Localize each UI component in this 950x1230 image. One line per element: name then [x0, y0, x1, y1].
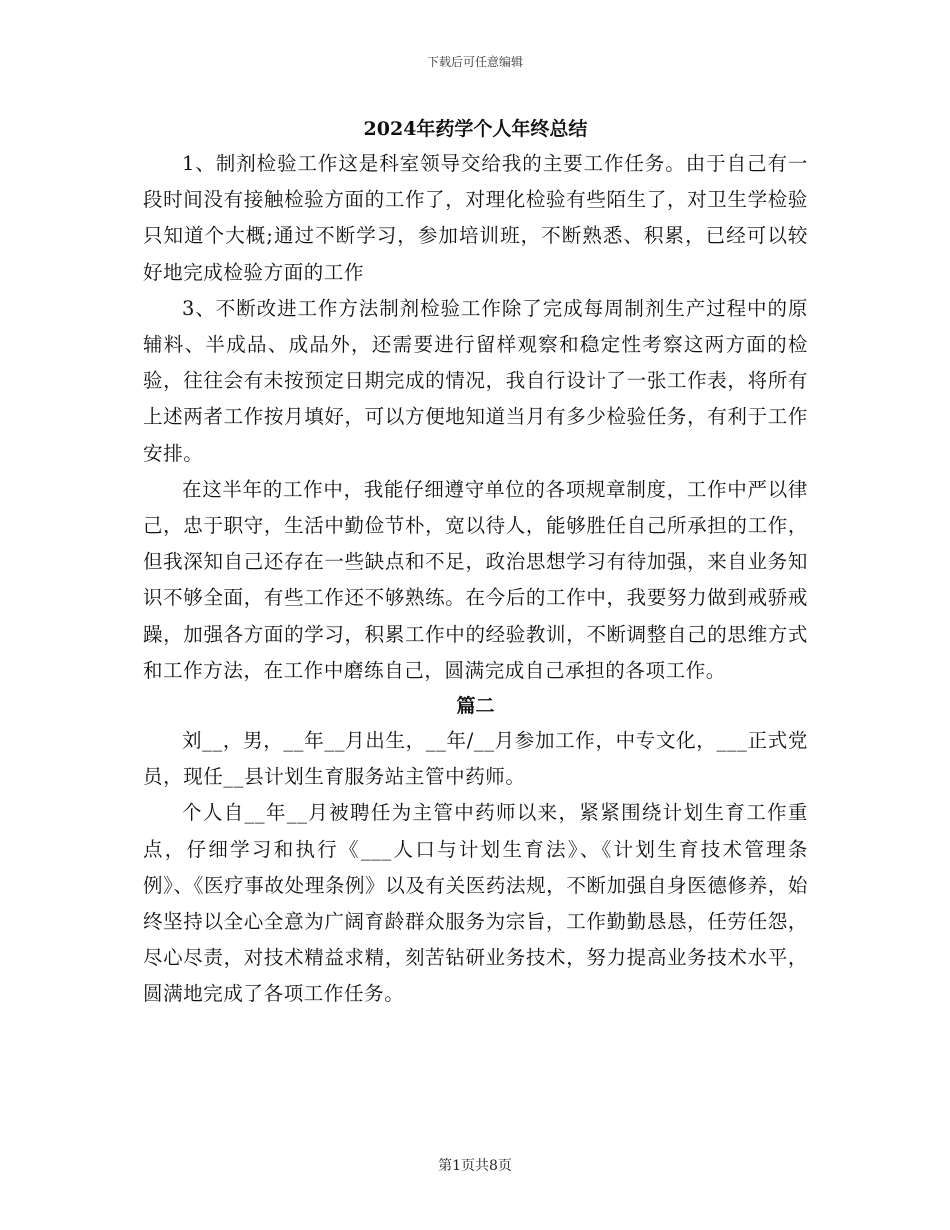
paragraph: 刘__，男，__年__月出生，__年/__月参加工作，中专文化，___正式党员，现任__县计划生育服务站主管中药师。 [143, 729, 808, 789]
page-number-footer: 第1页共8页 [438, 1158, 512, 1174]
section-title: 篇二 [456, 695, 495, 718]
paragraph: 在这半年的工作中，我能仔细遵守单位的各项规章制度，工作中严以律己，忠于职守，生活中勤俭节朴，宽以待人，能够胜任自己所承担的工作，但我深知自己还存在一些缺点和不足，政治思想学习有待加强，来自业务知识不够全面，有些工作还不够熟练。在今后的工作中，我要努力做到戒骄戒躁，加强各方面的学习，积累工作中的经验教训，不断调整自己的思维方式和工作方法，在工作中磨练自己，圆满完成自己承担的各项工作。 [143, 477, 808, 682]
paragraph: 3、不断改进工作方法制剂检验工作除了完成每周制剂生产过程中的原辅料、半成品、成品外，还需要进行留样观察和稳定性考察这两方面的检验，往往会有未按预定日期完成的情况，我自行设计了一张工作表，将所有上述两者工作按月填好，可以方便地知道当月有多少检验任务，有利于工作安排。 [143, 296, 808, 465]
page-header-note: 下载后可任意编辑 [426, 55, 523, 69]
document-body [143, 112, 808, 1013]
paragraph: 1、制剂检验工作这是科室领导交给我的主要工作任务。由于自己有一段时间没有接触检验方面的工作了，对理化检验有些陌生了，对卫生学检验只知道个大概;通过不断学习，参加培训班，不断熟悉、积累，已经可以较好地完成检验方面的工作 [143, 152, 808, 284]
paragraph: 个人自__年__月被聘任为主管中药师以来，紧紧围绕计划生育工作重点，仔细学习和执行《___人口与计划生育法》、《计划生育技术管理条例》、《医疗事故处理条例》以及有关医药法规，不断加强自身医德修养，始终坚持以全心全意为广阔育龄群众服务为宗旨，工作勤勤恳恳，任劳任怨，尽心尽责，对技术精益求精，刻苦钻研业务技术，努力提高业务技术水平，圆满地完成了各项工作任务。 [143, 801, 808, 1006]
document-title: 2024年药学个人年终总结 [363, 118, 588, 140]
